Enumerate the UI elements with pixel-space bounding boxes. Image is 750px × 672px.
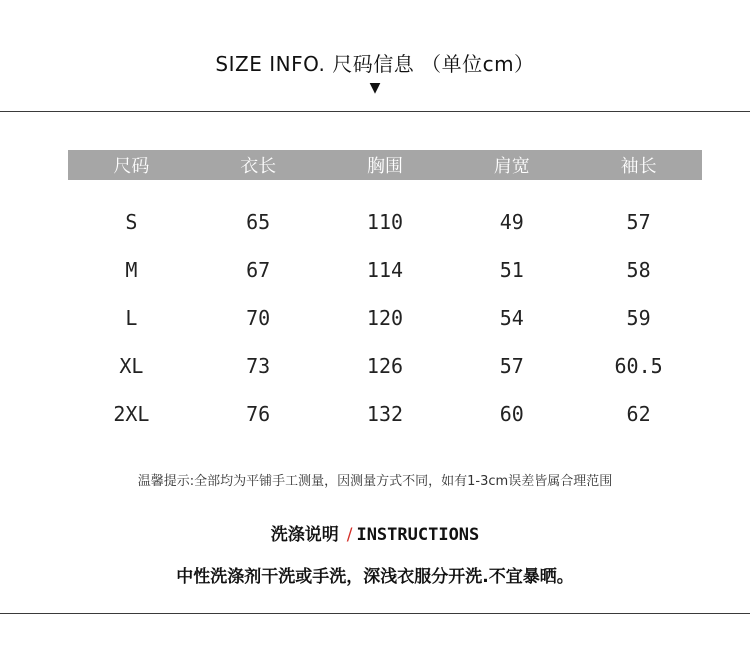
table-cell: M bbox=[125, 258, 138, 282]
washing-instructions-text: 中性洗涤剂干洗或手洗，深浅衣服分开洗.不宜暴晒。 bbox=[176, 567, 574, 587]
table-cell: 126 bbox=[366, 354, 404, 378]
bottom-divider bbox=[0, 613, 750, 614]
column-header-shoulder: 肩宽 bbox=[448, 150, 575, 180]
slash-separator: / bbox=[346, 525, 353, 545]
table-cell: 120 bbox=[366, 306, 404, 330]
table-row bbox=[68, 246, 702, 294]
table-cell: 2XL bbox=[113, 402, 150, 426]
table-cell: 65 bbox=[246, 210, 271, 234]
top-divider bbox=[0, 111, 750, 112]
table-row bbox=[68, 390, 702, 438]
column-header-chest: 胸围 bbox=[322, 150, 449, 180]
down-triangle-icon: ▼ bbox=[369, 80, 381, 96]
table-cell: 114 bbox=[366, 258, 404, 282]
table-row bbox=[68, 294, 702, 342]
table-cell: L bbox=[125, 306, 138, 330]
table-row bbox=[68, 342, 702, 390]
page-title: SIZE INFO. 尺码信息 （单位cm） bbox=[215, 52, 535, 76]
table-cell: 51 bbox=[499, 258, 524, 282]
table-cell: 132 bbox=[366, 402, 404, 426]
column-header-size: 尺码 bbox=[68, 150, 195, 180]
table-cell: 60 bbox=[499, 402, 524, 426]
column-header-length: 衣长 bbox=[195, 150, 322, 180]
washing-instructions-title bbox=[0, 520, 750, 545]
table-cell: 58 bbox=[626, 258, 651, 282]
table-cell: 49 bbox=[499, 210, 524, 234]
washing-title-cn: 洗涤说明 bbox=[270, 525, 339, 545]
table-cell: XL bbox=[119, 354, 144, 378]
table-cell: 57 bbox=[499, 354, 524, 378]
washing-title-en: INSTRUCTIONS bbox=[356, 525, 480, 545]
table-cell: 57 bbox=[626, 210, 651, 234]
table-cell: 67 bbox=[246, 258, 271, 282]
table-cell: 62 bbox=[626, 402, 651, 426]
table-cell: 76 bbox=[246, 402, 271, 426]
column-header-sleeve: 袖长 bbox=[575, 150, 702, 180]
table-cell: S bbox=[125, 210, 138, 234]
table-cell: 70 bbox=[246, 306, 271, 330]
table-cell: 54 bbox=[499, 306, 524, 330]
table-row bbox=[68, 180, 702, 246]
table-cell: 73 bbox=[246, 354, 271, 378]
table-cell: 60.5 bbox=[614, 354, 663, 378]
table-cell: 59 bbox=[626, 306, 651, 330]
table-header-row bbox=[68, 150, 702, 180]
size-table bbox=[68, 150, 702, 438]
measurement-note: 温馨提示:全部均为平铺手工测量，因测量方式不同，如有1-3cm误差皆属合理范围 bbox=[137, 474, 613, 489]
table-cell: 110 bbox=[366, 210, 404, 234]
